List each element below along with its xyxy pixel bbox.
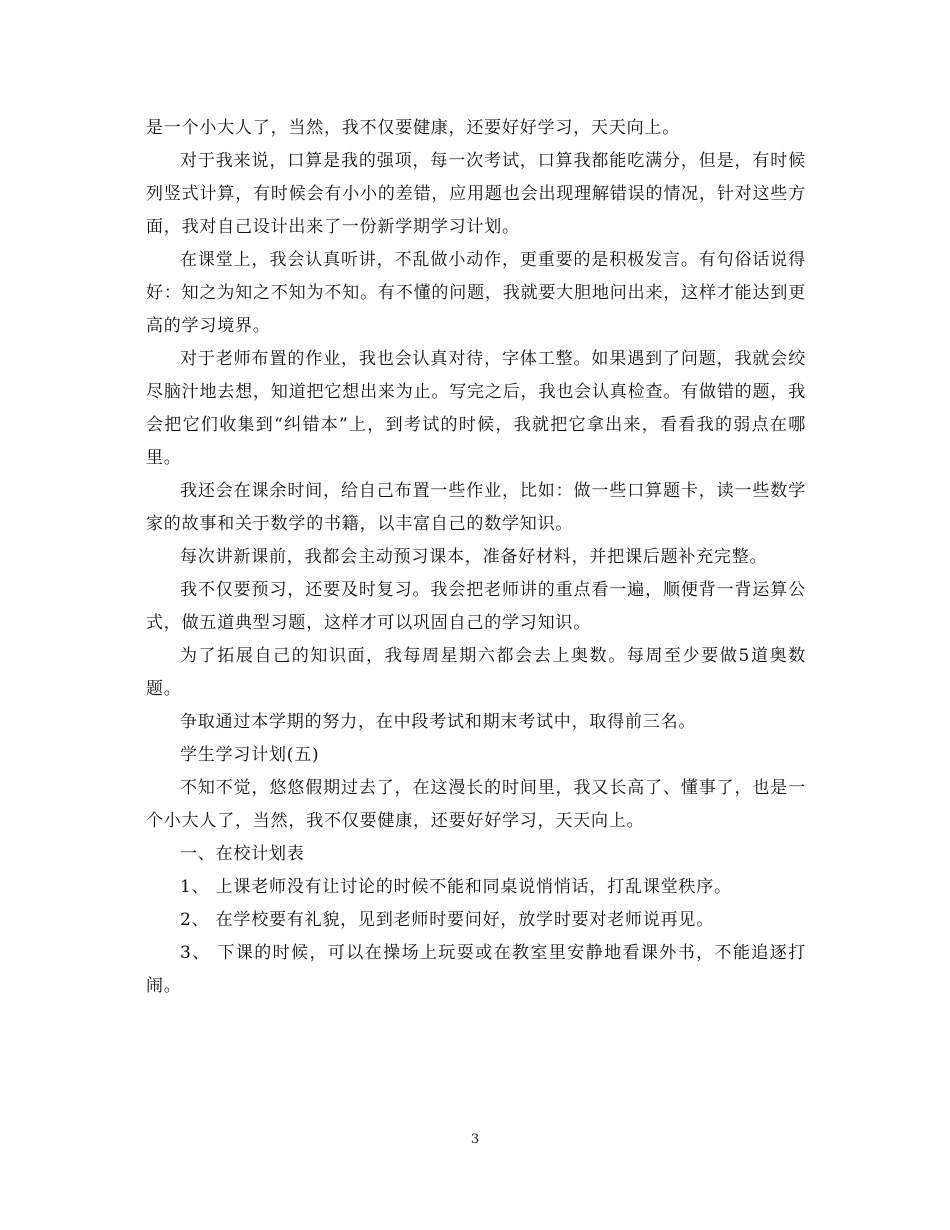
paragraph-homework: 对于老师布置的作业，我也会认真对待，字体工整。如果遇到了问题，我就会绞尽脑汁地去想，知道把它想出来为止。写完之后，我也会认真检查。有做错的题，我会把它们收集到“纠错本”上，到考试的时候，我就把它拿出来，看看我的弱点在哪里。 — [146, 349, 806, 468]
section-heading: 学生学习计划(五) — [180, 745, 320, 765]
list-item: 2、 在学校要有礼貌，见到老师时要问好，放学时要对老师说再见。 — [180, 910, 715, 930]
paragraph-olympiad: 为了拓展自己的知识面，我每周星期六都会去上奥数。每周至少要做5道奥数题。 — [146, 646, 806, 699]
list-item: 3、 下课的时候，可以在操场上玩耍或在教室里安静地看课外书，不能追逐打闹。 — [146, 943, 806, 996]
paragraph-review: 我不仅要预习，还要及时复习。我会把老师讲的重点看一遍，顺便背一背运算公式，做五道典型习题，这样才可以巩固自己的学习知识。 — [146, 580, 806, 633]
paragraph-goal: 争取通过本学期的努力，在中段考试和期末考试中，取得前三名。 — [180, 712, 697, 732]
document-body — [146, 112, 806, 1003]
subsection-heading: 一、在校计划表 — [180, 844, 305, 864]
paragraph-preview: 每次讲新课前，我都会主动预习课本，准备好材料，并把课后题补充完整。 — [180, 547, 768, 567]
paragraph-continuation: 是一个小大人了，当然，我不仅要健康，还要好好学习，天天向上。 — [146, 118, 680, 138]
paragraph-oral-arithmetic: 对于我来说，口算是我的强项，每一次考试，口算我都能吃满分，但是，有时候列竖式计算，有时候会有小小的差错，应用题也会出现理解错误的情况，针对这些方面，我对自己设计出来了一份新学期学习计划。 — [146, 151, 806, 237]
paragraph-spare-time: 我还会在课余时间，给自己布置一些作业，比如：做一些口算题卡，读一些数学家的故事和关于数学的书籍，以丰富自己的数学知识。 — [146, 481, 806, 534]
paragraph-intro: 不知不觉，悠悠假期过去了，在这漫长的时间里，我又长高了、懂事了，也是一个小大人了，当然，我不仅要健康，还要好好学习，天天向上。 — [146, 778, 806, 831]
page-number: 3 — [470, 1132, 480, 1147]
paragraph-classroom: 在课堂上，我会认真听讲，不乱做小动作，更重要的是积极发言。有句俗话说得好：知之为知之不知为不知。有不懂的问题，我就要大胆地问出来，这样才能达到更高的学习境界。 — [146, 250, 806, 336]
list-item: 1、 上课老师没有让讨论的时候不能和同桌说悄悄话，打乱课堂秩序。 — [180, 877, 732, 897]
